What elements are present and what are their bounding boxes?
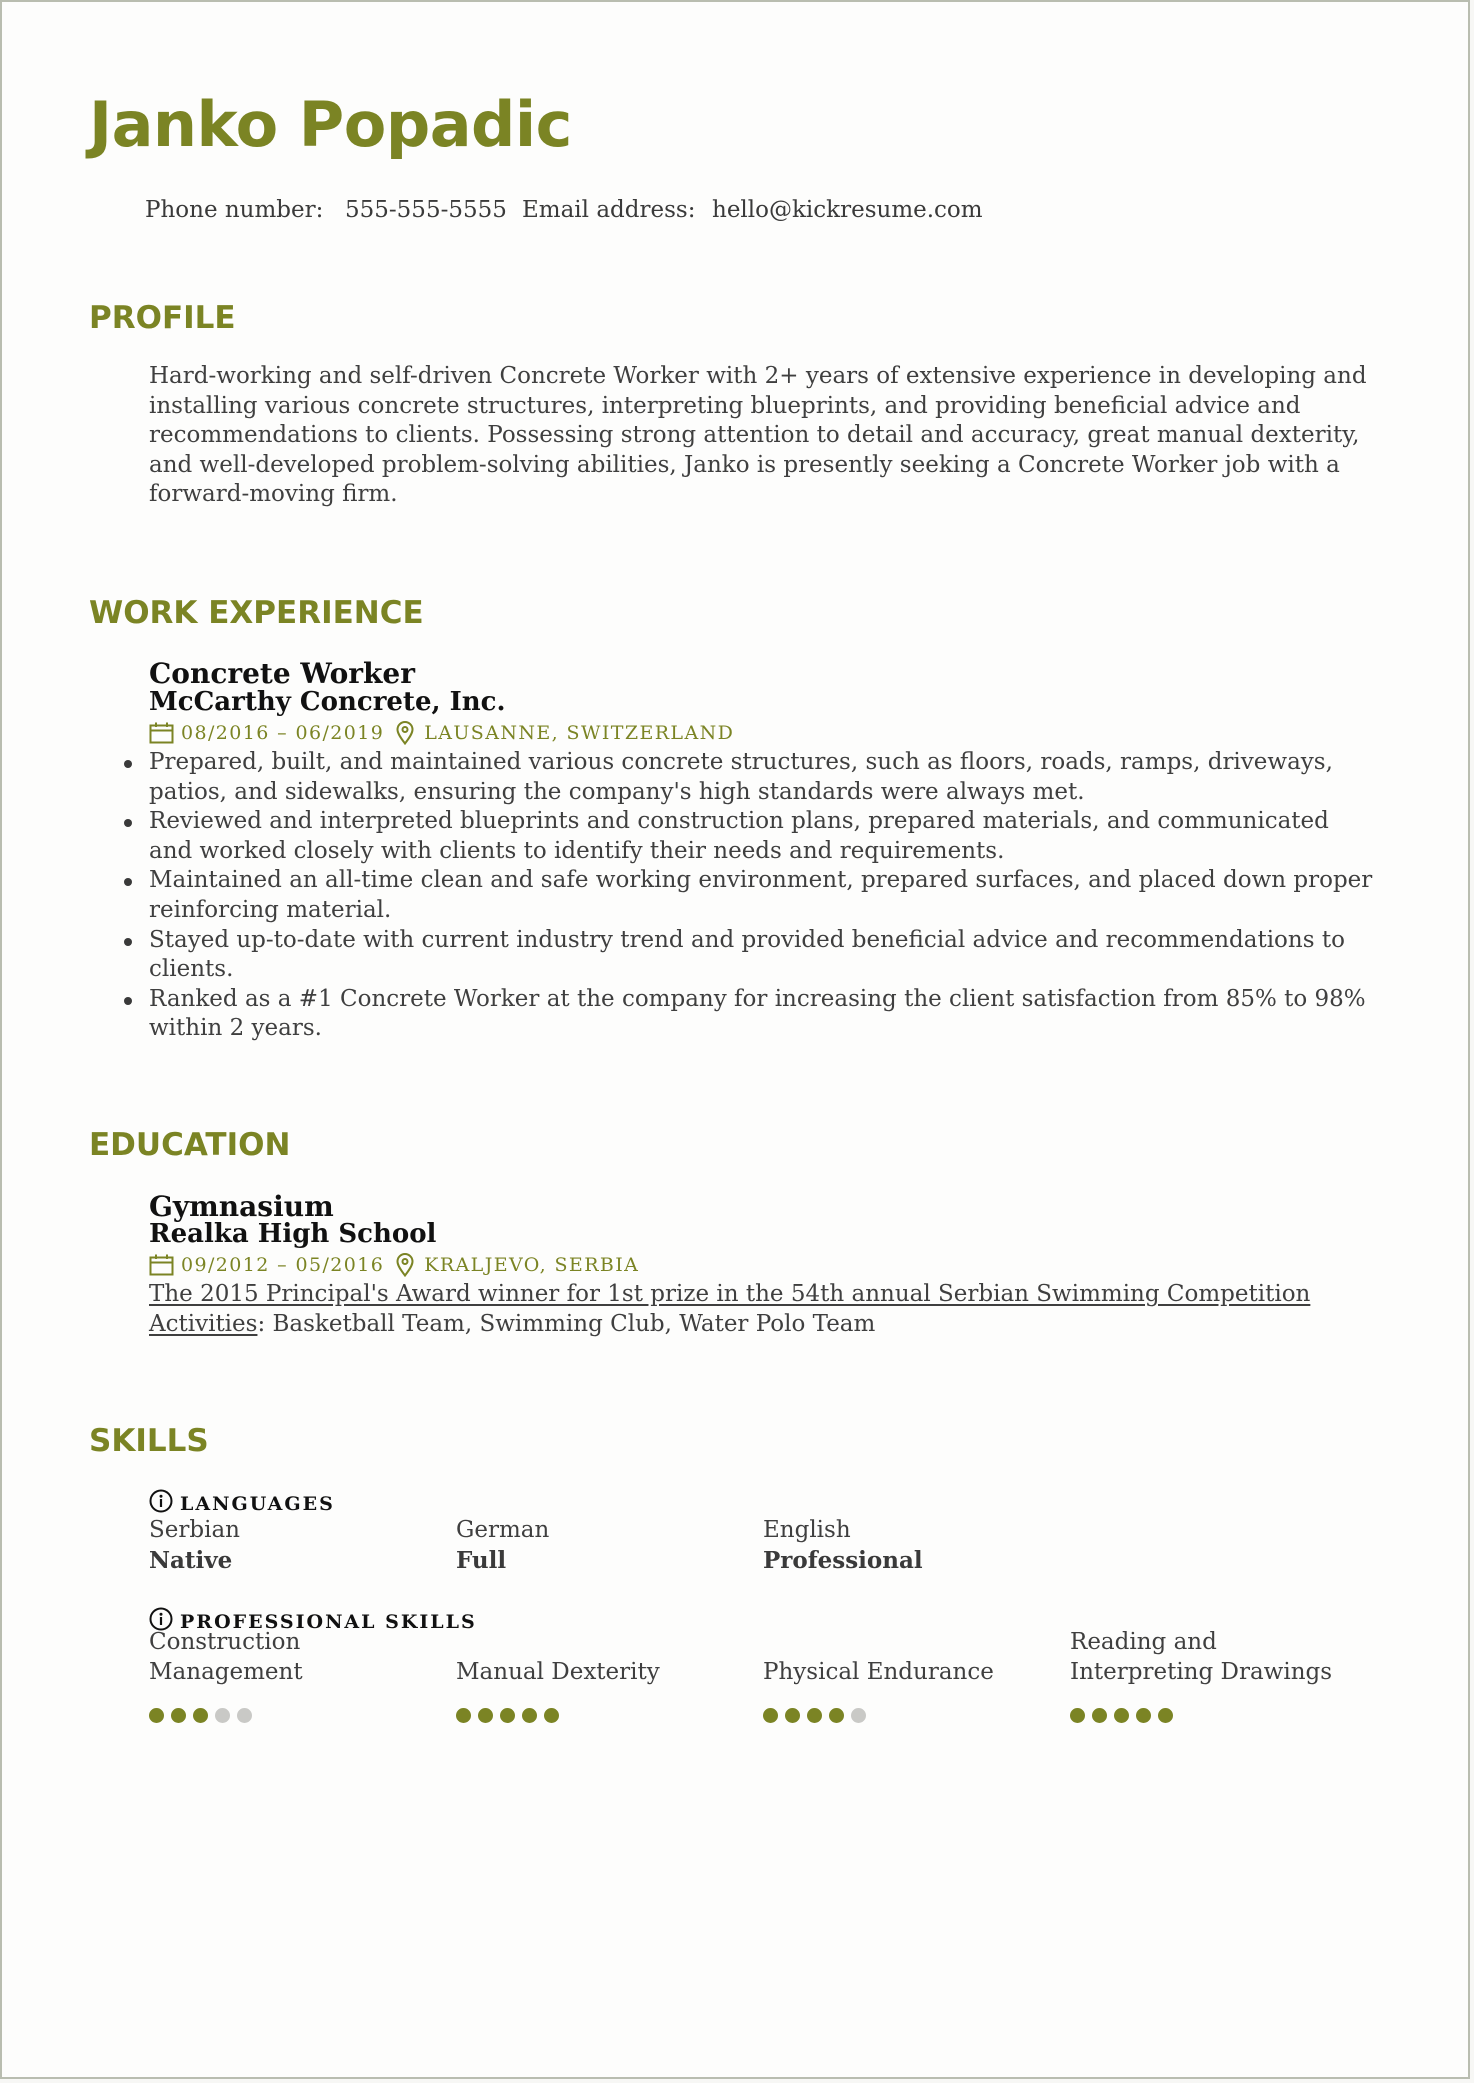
company-name: McCarthy Concrete, Inc. xyxy=(149,687,506,717)
email-value: hello@kickresume.com xyxy=(712,197,983,223)
email-label: Email address: xyxy=(522,197,696,223)
rating-dot-filled xyxy=(500,1708,515,1723)
profile-text: Hard-working and self-driven Concrete Worker with 2+ years of extensive experience in developing and installing various concrete structures, interpreting blueprints, and providing beneficial advice and recommendations to clients. Possessing strong attention to detail and accuracy, great manual dexterity, and well-developed problem-solving abilities, Janko is presently seeking a Concrete Worker job with a forward-moving firm. xyxy=(149,363,1367,508)
calendar-icon xyxy=(149,722,175,744)
language-level: Native xyxy=(149,1547,233,1574)
rating-dot-empty xyxy=(215,1708,230,1723)
degree-name: Gymnasium xyxy=(149,1190,334,1223)
languages-heading: LANGUAGES xyxy=(180,1492,335,1515)
language-name: German xyxy=(456,1517,550,1543)
info-icon xyxy=(149,1489,173,1518)
skill-rating xyxy=(456,1708,559,1723)
education-heading: EDUCATION xyxy=(89,1127,291,1163)
education-details xyxy=(149,1280,1369,1339)
phone-label: Phone number: xyxy=(145,197,324,223)
rating-dot-filled xyxy=(1092,1708,1107,1723)
rating-dot-filled xyxy=(829,1708,844,1723)
rating-dot-filled xyxy=(763,1708,778,1723)
list-item: Stayed up-to-date with current industry trend and provided beneficial advice and recommendations to clients. xyxy=(149,926,1379,985)
job-title: Concrete Worker xyxy=(149,657,415,690)
language-name: English xyxy=(763,1517,851,1543)
skill-rating xyxy=(149,1708,252,1723)
list-item: Prepared, built, and maintained various concrete structures, such as floors, roads, ramps, driveways, patios, and sidewalks, ensuring the company's high standards were always met. xyxy=(149,748,1379,807)
rating-dot-filled xyxy=(1158,1708,1173,1723)
rating-dot-empty xyxy=(237,1708,252,1723)
education-dates: 09/2012 – 05/2016 xyxy=(181,1254,385,1276)
phone-value: 555-555-5555 xyxy=(345,197,507,223)
rating-dot-filled xyxy=(193,1708,208,1723)
rating-dot-filled xyxy=(807,1708,822,1723)
activities-label: Activities xyxy=(149,1310,258,1337)
award-text: The 2015 Principal's Award winner for 1st prize in the 54th annual Serbian Swimming Competition xyxy=(149,1281,1311,1307)
work-meta xyxy=(149,721,734,745)
language-level: Professional xyxy=(763,1547,923,1574)
calendar-icon xyxy=(149,1254,175,1276)
language-level: Full xyxy=(456,1547,507,1574)
rating-dot-empty xyxy=(851,1708,866,1723)
work-dates: 08/2016 – 06/2019 xyxy=(181,722,385,744)
professional-skills-heading: PROFESSIONAL SKILLS xyxy=(180,1610,477,1633)
skill-rating xyxy=(763,1708,866,1723)
work-heading: WORK EXPERIENCE xyxy=(89,595,424,631)
skill-name: Physical Endurance xyxy=(763,1659,994,1685)
rating-dot-filled xyxy=(1136,1708,1151,1723)
rating-dot-filled xyxy=(522,1708,537,1723)
rating-dot-filled xyxy=(171,1708,186,1723)
rating-dot-filled xyxy=(478,1708,493,1723)
school-name: Realka High School xyxy=(149,1219,437,1249)
list-item: Reviewed and interpreted blueprints and construction plans, prepared materials, and communicated and worked closely with clients to identify their needs and requirements. xyxy=(149,807,1379,866)
skill-name: Manual Dexterity xyxy=(456,1659,660,1685)
skills-heading: SKILLS xyxy=(89,1423,209,1459)
language-name: Serbian xyxy=(149,1517,240,1543)
rating-dot-filled xyxy=(785,1708,800,1723)
activities-text: : Basketball Team, Swimming Club, Water Polo Team xyxy=(257,1310,876,1337)
rating-dot-filled xyxy=(1114,1708,1129,1723)
education-location: KRALJEVO, SERBIA xyxy=(424,1254,640,1276)
skill-name: Reading and Interpreting Drawings xyxy=(1070,1629,1333,1685)
location-pin-icon xyxy=(396,721,414,745)
rating-dot-filled xyxy=(544,1708,559,1723)
work-location: LAUSANNE, SWITZERLAND xyxy=(424,722,735,744)
skill-name: Construction Management xyxy=(149,1629,303,1685)
candidate-name: Janko Popadic xyxy=(89,88,572,161)
profile-heading: PROFILE xyxy=(89,300,236,336)
list-item: Maintained an all-time clean and safe working environment, prepared surfaces, and placed down proper reinforcing material. xyxy=(149,866,1379,925)
rating-dot-filled xyxy=(1070,1708,1085,1723)
location-pin-icon xyxy=(396,1253,414,1277)
rating-dot-filled xyxy=(149,1708,164,1723)
rating-dot-filled xyxy=(456,1708,471,1723)
list-item: Ranked as a #1 Concrete Worker at the company for increasing the client satisfaction from 85% to 98% within 2 years. xyxy=(149,985,1379,1044)
skill-rating xyxy=(1070,1708,1173,1723)
education-meta xyxy=(149,1253,639,1277)
work-bullets xyxy=(149,748,1379,1044)
languages-heading-row xyxy=(149,1489,335,1518)
